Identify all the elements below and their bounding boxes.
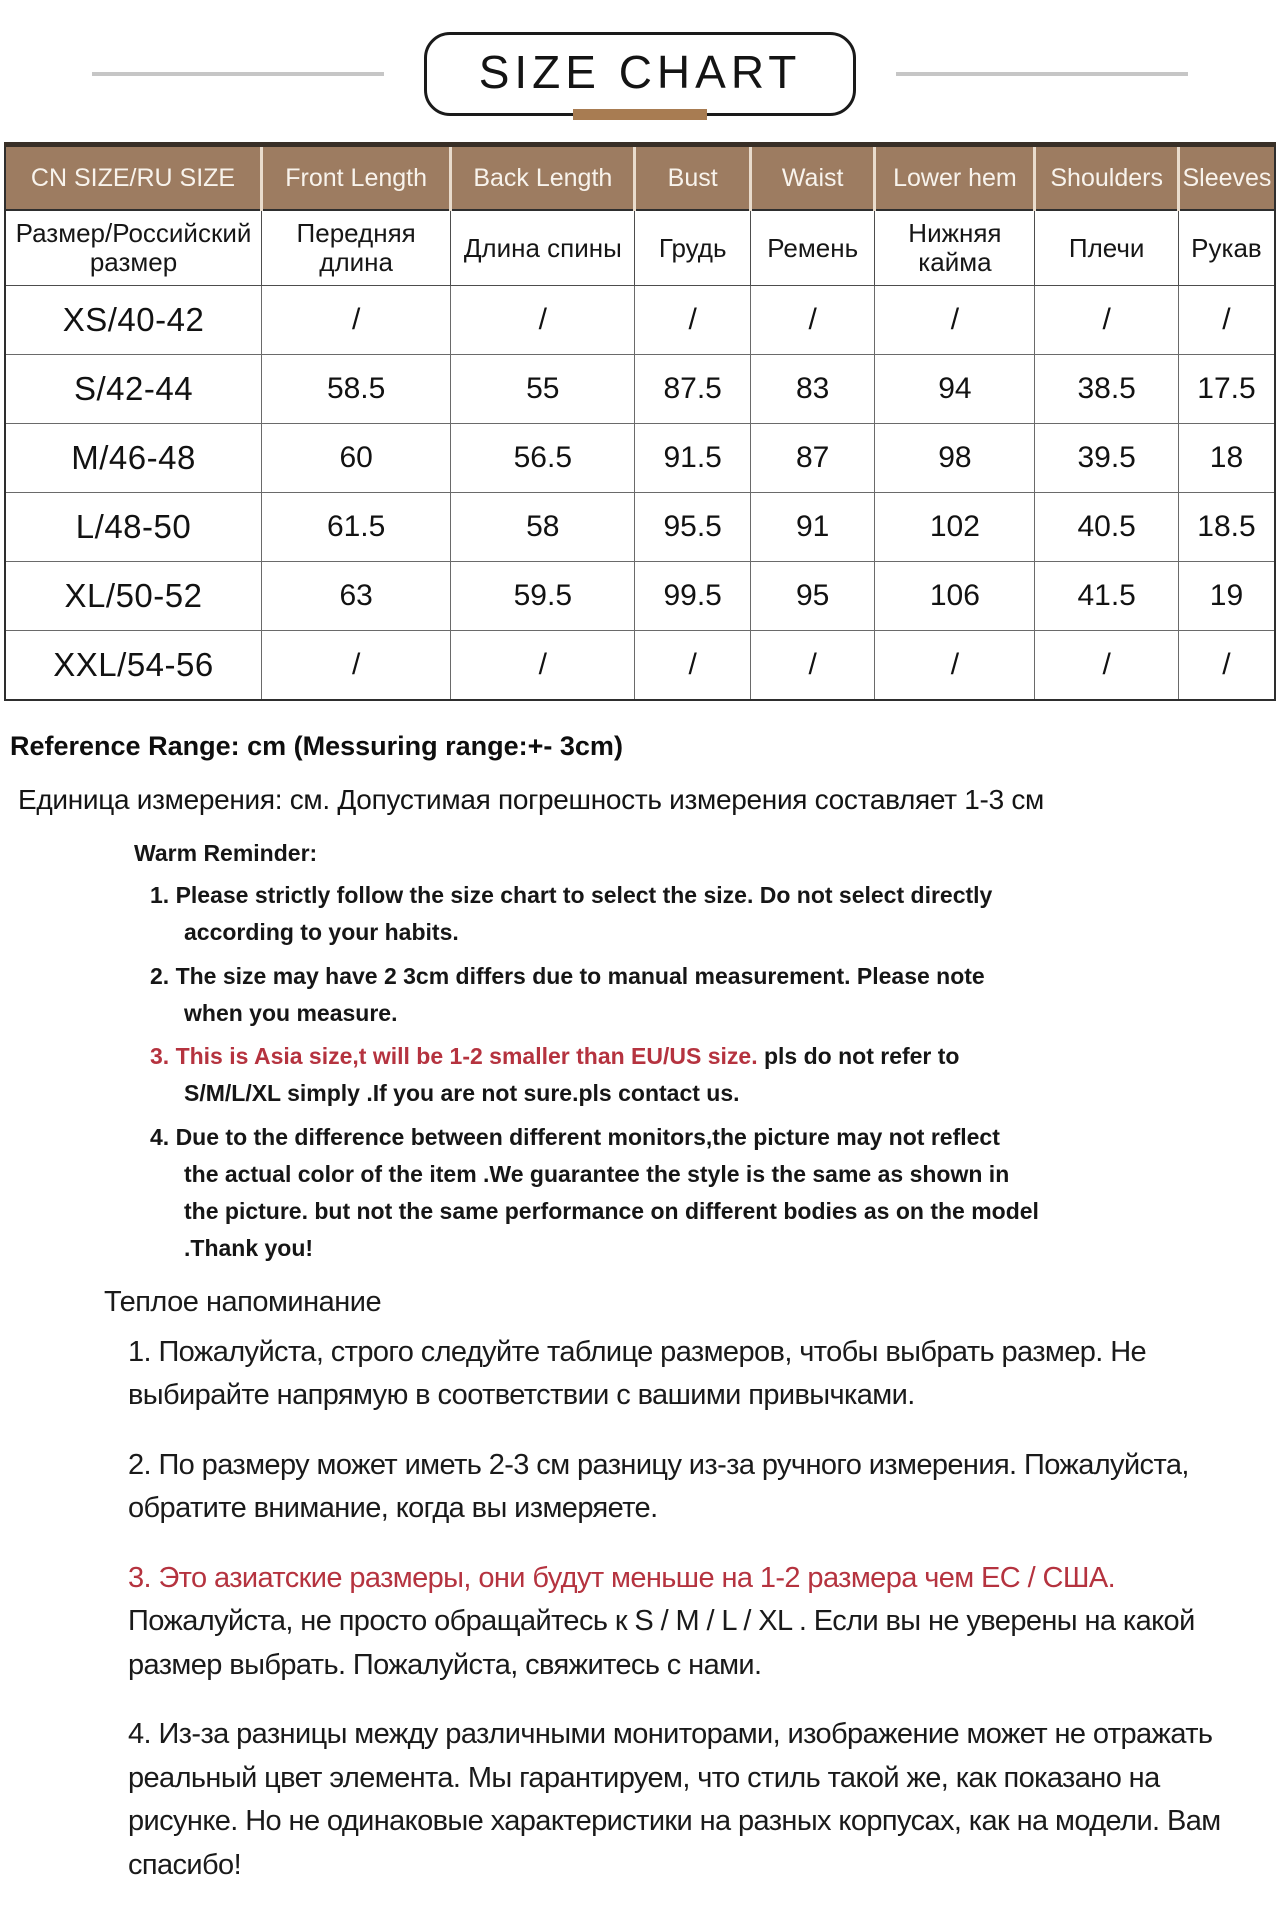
table-row (5, 631, 1275, 701)
value-cell: 18 (1178, 424, 1275, 493)
value-cell: 59.5 (451, 562, 635, 631)
value-cell: / (875, 286, 1035, 355)
value-cell: 56.5 (451, 424, 635, 493)
note-text: 1. Please strictly follow the size chart to select the size. Do not select directly according to your habits. (150, 882, 993, 946)
value-cell: 98 (875, 424, 1035, 493)
column-header-ru: Рукав (1178, 210, 1275, 286)
value-cell: 95.5 (635, 493, 751, 562)
column-header-en: Sleeves (1178, 145, 1275, 211)
ru-reminder-list (128, 1331, 1268, 1888)
size-table (4, 142, 1276, 701)
note-text: 2. The size may have 2 3cm differs due to manual measurement. Please note when you measure. (150, 962, 985, 1026)
column-header-ru: Ремень (750, 210, 874, 286)
column-header-en: Shoulders (1035, 145, 1179, 211)
column-header-ru: Нижняя кайма (875, 210, 1035, 286)
column-header-ru: Размер/Российский размер (5, 210, 262, 286)
column-header-ru: Длина спины (451, 210, 635, 286)
ru-reminder-title: Теплое напоминание (104, 1285, 382, 1318)
value-cell: / (1035, 286, 1179, 355)
note-item (128, 1713, 1268, 1887)
value-cell: 63 (262, 562, 451, 631)
value-cell: 55 (451, 355, 635, 424)
value-cell: 58 (451, 493, 635, 562)
note-text: pls do not refer to S/M/L/XL simply .If you are not sure.pls contact us. (184, 1043, 960, 1107)
note-item (150, 958, 1039, 1033)
value-cell: 19 (1178, 562, 1275, 631)
column-header-en: Front Length (262, 145, 451, 211)
value-cell: / (750, 631, 874, 701)
column-header-en: Back Length (451, 145, 635, 211)
column-header-ru: Передняя длина (262, 210, 451, 286)
column-header-en: Bust (635, 145, 751, 211)
reference-note-en: Reference Range: cm (Messuring range:+- 3cm) (10, 731, 623, 761)
value-cell: 58.5 (262, 355, 451, 424)
size-cell: XS/40-42 (5, 286, 262, 355)
value-cell: / (750, 286, 874, 355)
value-cell: / (262, 286, 451, 355)
size-cell: XXL/54-56 (5, 631, 262, 701)
reference-note-ru: Единица измерения: см. Допустимая погрешность измерения составляет 1-3 см (18, 784, 1044, 815)
table-row (5, 424, 1275, 493)
page-title: SIZE CHART (478, 46, 802, 98)
value-cell: 99.5 (635, 562, 751, 631)
value-cell: 91 (750, 493, 874, 562)
header-row-en (5, 145, 1275, 211)
note-item (128, 1444, 1268, 1531)
note-item (128, 1331, 1268, 1418)
size-table-body (5, 286, 1275, 701)
warm-reminder-list (134, 877, 1039, 1268)
value-cell: / (1178, 286, 1275, 355)
note-text: 4. Due to the difference between different monitors,the picture may not reflect the actual color of the item .We guarantee the style is the same as shown in the picture. but not the same performance on different bodies as on the model .Thank you! (150, 1123, 1039, 1262)
note-item (150, 1038, 1039, 1113)
value-cell: 38.5 (1035, 355, 1179, 424)
size-cell: S/42-44 (5, 355, 262, 424)
warm-reminder-title: Warm Reminder: (134, 840, 318, 866)
column-header-ru: Грудь (635, 210, 751, 286)
note-text: 2. По размеру может иметь 2-3 см разницу из-за ручного измерения. Пожалуйста, обратите внимание, когда вы измеряете. (128, 1448, 1189, 1524)
table-row (5, 493, 1275, 562)
column-header-en: CN SIZE/RU SIZE (5, 145, 262, 211)
value-cell: / (1035, 631, 1179, 701)
title-divider-right (896, 72, 1188, 76)
value-cell: / (451, 286, 635, 355)
value-cell: / (635, 286, 751, 355)
note-item (128, 1557, 1268, 1688)
value-cell: 17.5 (1178, 355, 1275, 424)
note-text: 1. Пожалуйста, строго следуйте таблице размеров, чтобы выбрать размер. Не выбирайте напрямую в соответствии с вашими привычками. (128, 1335, 1147, 1411)
note-item (150, 1119, 1039, 1268)
value-cell: 61.5 (262, 493, 451, 562)
value-cell: 106 (875, 562, 1035, 631)
note-text: Пожалуйста, не просто обращайтесь к S / M / L / XL . Если вы не уверены на какой размер выбрать. Пожалуйста, свяжитесь с нами. (128, 1605, 1195, 1681)
column-header-ru: Плечи (1035, 210, 1179, 286)
value-cell: 95 (750, 562, 874, 631)
note-item (150, 877, 1039, 952)
size-cell: M/46-48 (5, 424, 262, 493)
value-cell: 18.5 (1178, 493, 1275, 562)
value-cell: 87.5 (635, 355, 751, 424)
value-cell: 94 (875, 355, 1035, 424)
value-cell: 87 (750, 424, 874, 493)
value-cell: 91.5 (635, 424, 751, 493)
value-cell: / (262, 631, 451, 701)
value-cell: / (635, 631, 751, 701)
value-cell: 41.5 (1035, 562, 1179, 631)
ru-reminder-section (104, 1286, 1280, 1888)
value-cell: 83 (750, 355, 874, 424)
note-text-highlighted: 3. This is Asia size,t will be 1-2 smaller than EU/US size. (150, 1043, 758, 1069)
column-header-en: Lower hem (875, 145, 1035, 211)
column-header-en: Waist (750, 145, 874, 211)
title-underline-bar (573, 109, 707, 120)
value-cell: / (451, 631, 635, 701)
value-cell: / (875, 631, 1035, 701)
note-text: 4. Из-за разницы между различными мониторами, изображение может не отражать реальный цвет элемента. Мы гарантируем, что стиль такой же, как показано на рисунке. Но не одинаковые характеристики на разных корпусах, как на модели. Вам спасибо! (128, 1718, 1221, 1881)
note-text-highlighted: 3. Это азиатские размеры, они будут меньше на 1-2 размера чем ЕС / США. (128, 1561, 1116, 1594)
warm-reminder-section (134, 840, 1280, 1268)
value-cell: / (1178, 631, 1275, 701)
title-divider-left (92, 72, 384, 76)
value-cell: 40.5 (1035, 493, 1179, 562)
title-band (0, 32, 1280, 116)
table-row (5, 562, 1275, 631)
value-cell: 60 (262, 424, 451, 493)
header-row-ru (5, 210, 1275, 286)
value-cell: 102 (875, 493, 1035, 562)
title-box (424, 32, 857, 116)
table-row (5, 286, 1275, 355)
table-row (5, 355, 1275, 424)
size-cell: L/48-50 (5, 493, 262, 562)
size-cell: XL/50-52 (5, 562, 262, 631)
value-cell: 39.5 (1035, 424, 1179, 493)
